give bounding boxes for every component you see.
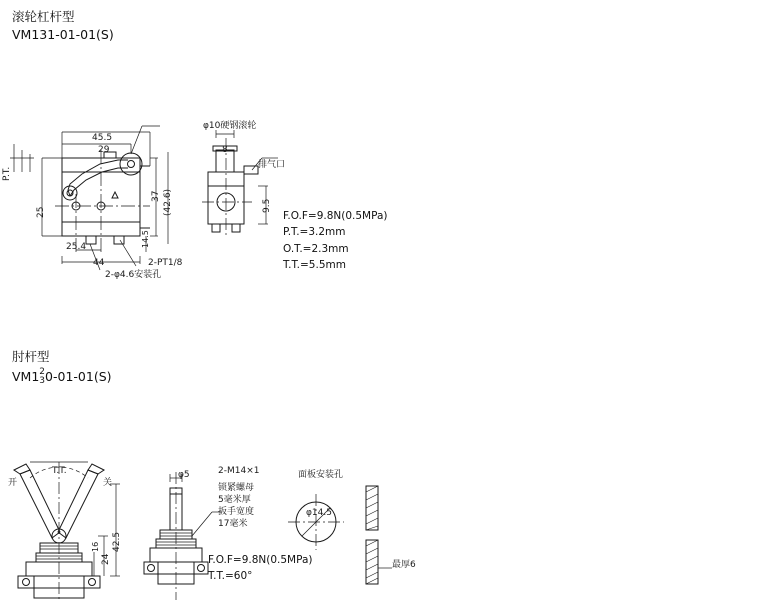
- model-fraction: [39, 368, 45, 386]
- dim-9-5: 14.5: [141, 230, 150, 248]
- dim-8: 8: [222, 145, 228, 155]
- mounting-hole-callout: 2-φ4.6安装孔: [105, 270, 162, 280]
- nut-detail-4: 17毫米: [218, 519, 248, 529]
- thread-callout: 2-PT1/8: [148, 258, 183, 268]
- section-1-model: VM131-01-01(S): [12, 27, 114, 42]
- model-frac-bottom: 3: [39, 375, 46, 386]
- spec2-fof: F.O.F=9.8N(0.5MPa): [208, 554, 313, 566]
- section-2-model: [12, 366, 112, 386]
- spec-fof: F.O.F=9.8N(0.5MPa): [283, 210, 388, 222]
- roller-callout: φ10硬钢滚轮: [203, 121, 257, 131]
- model-prefix: VM1: [12, 369, 40, 384]
- label-tt: T.T.: [52, 466, 67, 476]
- dim-16: 16: [91, 541, 100, 552]
- dim-37: 37: [151, 190, 161, 202]
- spec-pt: P.T.=3.2mm: [283, 226, 346, 239]
- dim-pt: P.T.: [2, 166, 12, 181]
- dim-25: 25: [36, 206, 46, 218]
- panel-dia-callout: φ14.5: [306, 508, 332, 518]
- label-open: 开: [8, 478, 18, 488]
- exhaust-port-callout: 排气口: [258, 160, 286, 170]
- panel-hole-drawing: [280, 482, 410, 592]
- section-2-heading: 肘杆型: [12, 349, 50, 364]
- panel-hole-callout: 面板安装孔: [298, 470, 344, 480]
- dim-phi5: φ5: [178, 470, 190, 480]
- section-1-heading: 滚轮杠杆型: [12, 9, 75, 24]
- nut-callout: 2-M14×1: [218, 466, 260, 476]
- dim-24: 24: [101, 553, 111, 565]
- dim-44: 44: [93, 258, 105, 268]
- dim-25-4: 25.4: [66, 242, 87, 252]
- nut-detail-1: 锁紧螺母: [218, 483, 255, 493]
- spec-ot: O.T.=2.3mm: [283, 242, 349, 255]
- nut-detail-2: 5毫米厚: [218, 495, 251, 505]
- dim-14-5: 9.5: [262, 198, 272, 213]
- label-close: 关: [103, 478, 113, 488]
- dim-29: 29: [98, 145, 110, 155]
- section-1-specs: [283, 208, 388, 273]
- dim-45-5: 45.5: [92, 133, 113, 143]
- model-frac-top: 2: [39, 366, 46, 377]
- elbow-lever-drawing: [0, 460, 150, 603]
- model-suffix: 0-01-01(S): [45, 369, 112, 384]
- spec-tt: T.T.=5.5mm: [283, 258, 346, 271]
- spec2-tt: T.T.=60°: [208, 570, 253, 583]
- dim-42-6: (42.6): [163, 188, 173, 216]
- dim-42-5: 42.5: [112, 531, 122, 552]
- max-thickness-callout: 最厚6: [392, 560, 416, 570]
- nut-detail-3: 扳手宽度: [218, 507, 255, 517]
